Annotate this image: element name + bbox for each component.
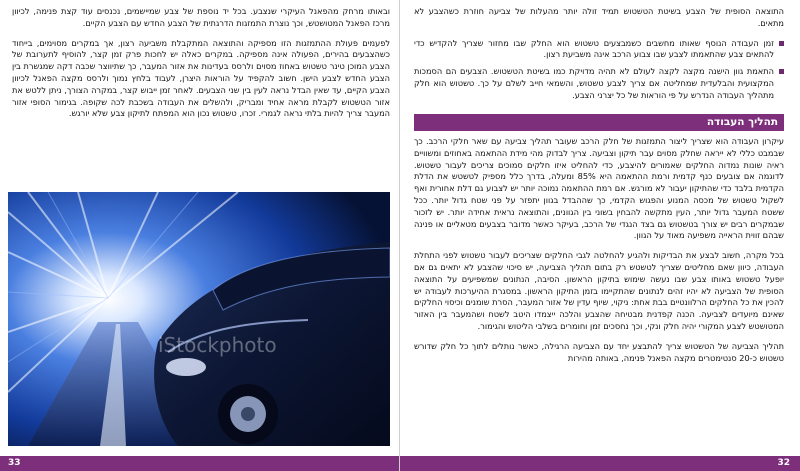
watermark-text: iStockphoto xyxy=(158,333,277,357)
right-top-column xyxy=(414,6,784,107)
bullet-item: זמן העבודה הנוסף שאותו מחשבים כשמבצעים טשטוש הוא החלק שבו מחזור שצריך להקדיש כדי להתאים צבע שהתאמתו לצבע שבו צבוע הרכב אינה משביעת רצון. xyxy=(414,38,784,62)
right-page xyxy=(400,0,800,471)
section-heading: תהליך העבודה xyxy=(414,114,784,131)
left-text-column xyxy=(12,6,390,128)
bullet-list xyxy=(414,38,784,102)
car-photo xyxy=(8,192,390,446)
left-paragraph: לפעמים פעולת ההתמזגות הזו מספיקה והתוצאה המתקבלת משביעה רצון, אך במקרים מסוימים, בייחוד כשהצבעים בהירים, הפעולה אינה מספיקה. במקרים כאלה יש לחכות פרק זמן קצר, להוסיף לתערובת של הצבע המוכן טינר טשטוש באחוז מסוים ולרסס בעדינות את אזור המעבר, כך שתיווצר שכבה דקה שמגשרת בין הצבע החדש לצבע הישן. חשוב להקפיד על הוראות היצרן, לעבוד בלחץ נמוך ולרסס מקצה הפאנל לכיוון הצבע הקיים, עד שאין הבדל נראה לעין בין שני הצבעים. לאחר זמן ייבוש קצר, במקרה הצורך, ניתן ללטש את אזור הטשטוש לקבלת מראה אחיד ומבריק, ולהשלים את העבודה בשכבת לכה שקופה. בגימור הסופי אזור המעבר צריך להיות בלתי נראה לגמרי. זכרו, טשטוש נכון הוא המפתח לתיקון צבע שלא יורגש. xyxy=(12,37,390,119)
intro-paragraph: התוצאה הסופית של הצבע בשיטת הטשטוש תמיד זולה יותר מהעלות של צביעה חוזרת כשהצבע לא מתאים. xyxy=(414,6,784,28)
left-footer-bar xyxy=(0,456,399,471)
right-paragraph: בכל מקרה, חשוב לבצע את הבדיקות ולהגיע להחלטה לגבי החלקים שצריכים לעבור טשטוש לפני התחלת העבודה, כיוון שאם מחליטים שצריך לטשטש רק בתום תהליך הצביעה, יש סיכוי שהצבע לא יתאים גם אם יופעל טשטוש באותו צבע שבו נעשה שימוש בתיקון הראשון. הסיבה, הנתונים שמשפיעים על התוצאה הסופית של הצביעה לא יהיו זהים לנתונים שהתקיימו בזמן התיקון הראשון. במסגרת ההיערכות לעבודה יש להכין את כל החלקים הרלוונטיים בבת אחת: ניקוי, שיוף עדין של אזור המעבר, הסרת שומנים וכיסוי החלקים שאינם מיועדים לצביעה. הכנה קפדנית מבטיחה שהצבע והלכה ייצמדו היטב לשטח ושהמעבר בין האזור המטושטש לצבע המקורי יהיה חלק ונקי, וכך נחסכים זמן וחומרים בשלבי הליטוש והגימור. xyxy=(414,250,784,331)
right-footer-bar xyxy=(400,456,800,471)
page-number: 33 xyxy=(8,458,21,468)
page-number: 32 xyxy=(777,458,790,468)
bullet-item: התאמת גוון הישנה מקצה לקצה לעולם לא תהיה מדויקת כמו בשיטת הטשטוש. הצבעים הם הסמכות המקצועית והבלעדית שמחליטה אם צריך לצבע טשטוש, והשמאי חייב לשלם על כך. טשטוש הוא חלק מתהליך העבודה הנדרש על פי הוראות של כל יצרני הצבע. xyxy=(414,66,784,101)
right-paragraph: עיקרון העבודה הוא שצריך ליצור התמזגות של חלק הרכב שעובר תהליך צביעה עם שאר חלקי הרכב. כך שבמבט כללי לא ייראה שחלק מסוים עבר תיקון וצביעה. צריך לבדוק מהי מידת ההתאמה באחוזים ומשוויים ראיה שונות נמדוה החלקים שאמורים להיצבע, כדי להחליט איזו חלקים סמוכים צריכים לעבור טשטוש. לדוגמה אם צובעים כנף קדמית ורמת ההתאמה היא 85% ומעלה, בדרך כלל מספיק לטשטש את הדלת הקדמית בלבד כדי שהתיקון יעבור לא מורגש. אם רמת ההתאמה נמוכה יותר יש לצבוע גם דלת אחורית ואף לשקול טשטוש של מכסה המנוע והפגוש הקדמי, כך שההבדל בגוון יתפזר על פני שטח גדול יותר. ככל ששטח המעבר גדול יותר, העין מתקשה להבחין בשוני בין הגוונים, והתוצאה נראית אחידה יותר. יש לזכור שבמקרים רבים יש צורך בטשטוש גם בצד הנגדי של הרכב, בעיקר כאשר מדובר בצבעים מטאליים או פנינה שבהם זווית הראייה משפיעה מאוד על הגוון. xyxy=(414,136,784,241)
right-main-column xyxy=(414,136,784,372)
right-paragraph: תהליך הצביעה של הטשטוש צריך להתבצע יחד עם הצביעה הרגילה, כאשר נותלים לתוך כל חלק שדורש טשטוש כ-20 סנטימטרים מקצה הפאנל פנימה, באותה מהירות xyxy=(414,340,784,363)
left-paragraph: ובאותו מרחק מהפאנל העיקרי שנצבע. בכל יד נוספת של צבע שמיישמים, נכנסים עוד קצת פנימה, לכיוון מרכז הפאנל המטושטש, וכך נוצרת התמזגות הדרגתית של הצבע החדש עם הצבע הקיים. xyxy=(12,6,390,28)
